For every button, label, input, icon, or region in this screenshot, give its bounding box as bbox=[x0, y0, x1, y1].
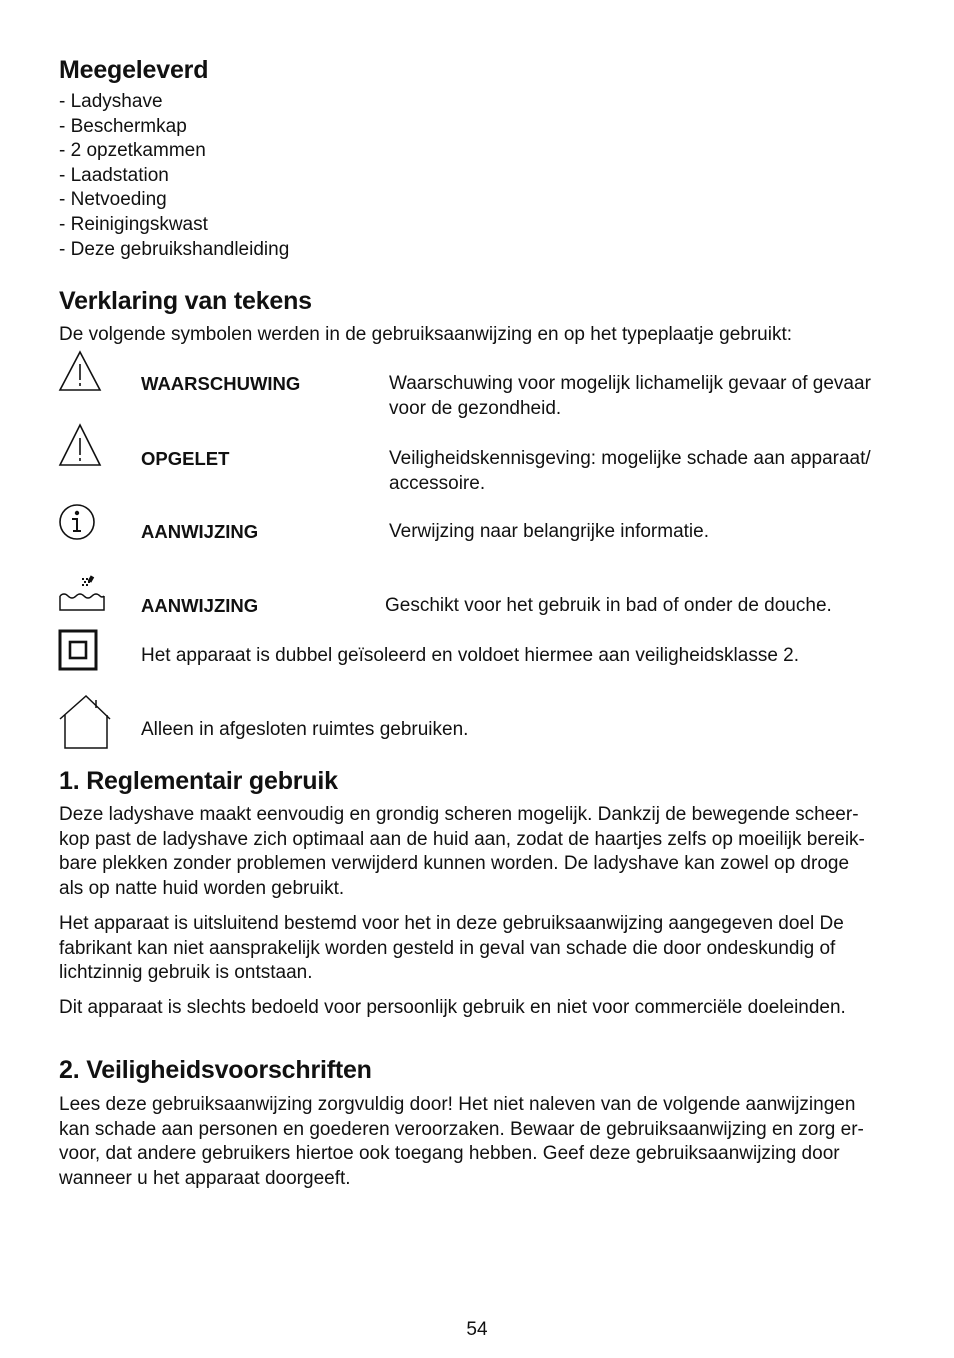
symbol-desc-bath: Geschikt voor het gebruik in bad of onder de douche. bbox=[385, 595, 832, 616]
indoor-house-icon bbox=[58, 694, 112, 750]
page-number: 54 bbox=[466, 1319, 488, 1340]
symbol-label-caution: OPGELET bbox=[141, 448, 230, 469]
text-line: wanneer u het apparaat doorgeeft. bbox=[59, 1167, 351, 1189]
text-line: Deze ladyshave maakt eenvoudig en grondig scheren mogelijk. Dankzij de bewegende scheer- bbox=[59, 804, 859, 825]
heading-usage: 1. Reglementair gebruik bbox=[59, 767, 338, 795]
list-item: - Laadstation bbox=[59, 164, 169, 186]
heading-safety: 2. Veiligheidsvoorschriften bbox=[59, 1056, 372, 1084]
list-item: - Ladyshave bbox=[59, 91, 163, 112]
symbols-intro: De volgende symbolen werden in de gebruiksaanwijzing en op het typeplaatje gebruikt: bbox=[59, 324, 793, 345]
safety-paragraph-1 bbox=[59, 1093, 901, 1191]
usage-paragraph-1 bbox=[59, 803, 901, 901]
usage-paragraph-3: Dit apparaat is slechts bedoeld voor persoonlijk gebruik en niet voor commerciële doeleinden. bbox=[59, 997, 846, 1018]
text-line: lichtzinnig gebruik is ontstaan. bbox=[59, 962, 313, 984]
symbol-desc-indoor: Alleen in afgesloten ruimtes gebruiken. bbox=[141, 719, 469, 740]
symbol-desc-warning-line1: Waarschuwing voor mogelijk lichamelijk gevaar of gevaar bbox=[389, 373, 871, 394]
symbol-desc-caution-line1: Veiligheidskennisgeving: mogelijke schade aan apparaat/ bbox=[389, 448, 871, 469]
symbol-desc-insulation: Het apparaat is dubbel geïsoleerd en voldoet hiermee aan veiligheidsklasse 2. bbox=[141, 645, 800, 666]
symbol-desc-info: Verwijzing naar belangrijke informatie. bbox=[389, 521, 709, 542]
supplied-list bbox=[59, 90, 289, 262]
text-line: kan schade aan personen en goederen veroorzaken. Bewaar de gebruiksaanwijzing en zorg er- bbox=[59, 1118, 864, 1140]
symbol-label-warning: WAARSCHUWING bbox=[141, 373, 301, 394]
text-line: fabrikant kan niet aansprakelijk worden gesteld in geval van schade die door ondeskundig of bbox=[59, 937, 836, 959]
double-insulation-icon bbox=[58, 629, 98, 671]
usage-paragraph-2 bbox=[59, 912, 901, 986]
symbol-label-info: AANWIJZING bbox=[141, 521, 259, 542]
warning-triangle-icon bbox=[58, 350, 102, 392]
text-line: als op natte huid worden gebruikt. bbox=[59, 877, 345, 899]
heading-symbols: Verklaring van tekens bbox=[59, 287, 312, 315]
text-line: voor, dat andere gebruikers hiertoe ook toegang hebben. Geef deze gebruiksaanwijzing door bbox=[59, 1143, 840, 1165]
info-circle-icon bbox=[58, 503, 96, 541]
text-line: Het apparaat is uitsluitend bestemd voor het in deze gebruiksaanwijzing aangegeven doel De bbox=[59, 913, 844, 934]
caution-triangle-icon bbox=[58, 423, 102, 467]
symbol-desc-caution-line2: accessoire. bbox=[389, 473, 486, 494]
text-line: kop past de ladyshave zich optimaal aan de huid aan, zodat de haartjes zelfs op moeilijk bereik- bbox=[59, 828, 865, 850]
text-line: Lees deze gebruiksaanwijzing zorgvuldig door! Het niet naleven van de volgende aanwijzingen bbox=[59, 1094, 856, 1115]
symbol-label-bath: AANWIJZING bbox=[141, 595, 259, 616]
list-item: - 2 opzetkammen bbox=[59, 140, 206, 162]
text-line: bare plekken zonder problemen verwijderd kunnen worden. De ladyshave kan zowel op droge bbox=[59, 853, 850, 875]
list-item: - Beschermkap bbox=[59, 115, 187, 137]
list-item: - Reinigingskwast bbox=[59, 213, 208, 235]
list-item: - Netvoeding bbox=[59, 189, 167, 211]
symbol-desc-warning-line2: voor de gezondheid. bbox=[389, 398, 562, 419]
bath-shower-icon bbox=[58, 574, 106, 614]
list-item: - Deze gebruikshandleiding bbox=[59, 238, 290, 260]
heading-supplied: Meegeleverd bbox=[59, 56, 209, 84]
